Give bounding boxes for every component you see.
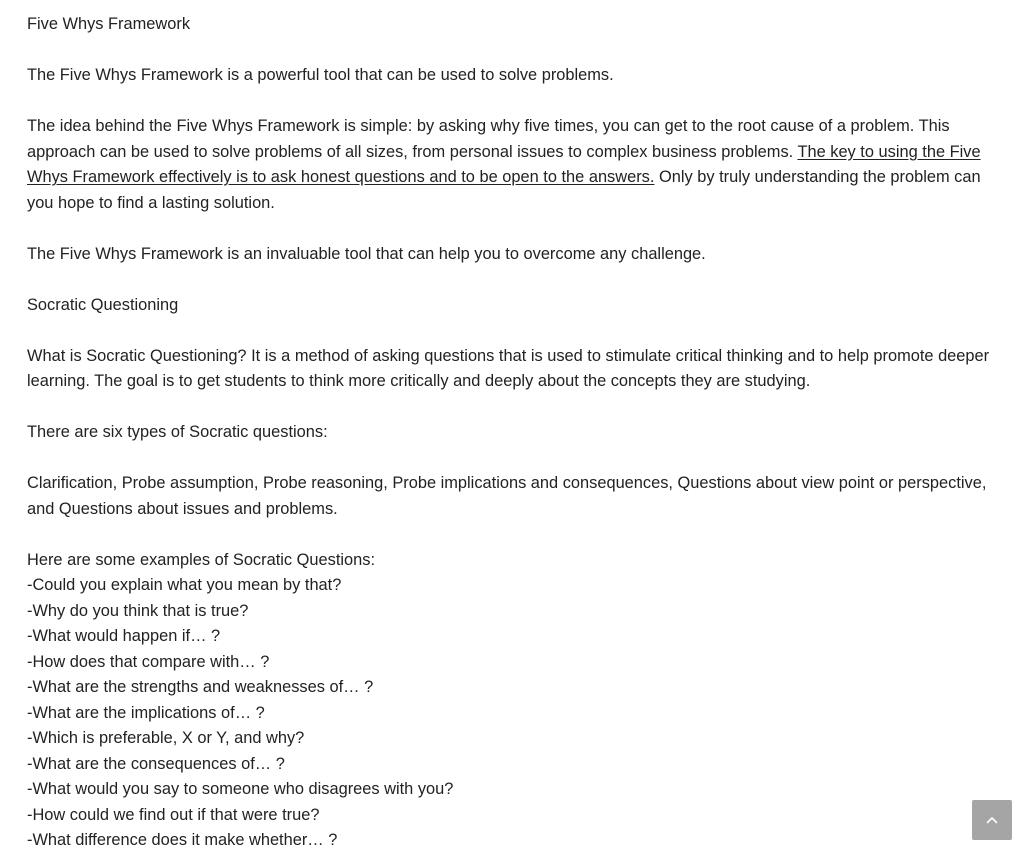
list-item: -What are the strengths and weaknesses of… ? [27,678,374,696]
five-whys-conclusion: The Five Whys Framework is an invaluable tool that can help you to overcome any challenge. [27,244,706,263]
socratic-intro: What is Socratic Questioning? It is a method of asking questions that is used to stimulate critical thinking and to help promote deeper learning. The goal is to get students to think more critically and deeply about the concepts they are studying. [27,346,990,390]
list-item: -What are the implications of… ? [27,703,265,722]
five-whys-key-link[interactable]: The key to using the Five Whys Framework effectively is to ask honest questions and to be open to the answers. [27,142,981,186]
list-item: -What would you say to someone who disagrees with you? [27,780,454,798]
chevron-up-icon [986,816,998,824]
list-item: -Which is preferable, X or Y, and why? [27,729,305,747]
five-whys-body [27,114,992,216]
examples-heading: Here are some examples of Socratic Questions: [27,550,375,569]
five-whys-intro: The Five Whys Framework is a powerful tool that can be used to solve problems. [27,66,614,84]
list-item: -Could you explain what you mean by that? [27,576,342,594]
socratic-examples [27,548,992,854]
list-item: -What would happen if… ? [27,627,221,645]
list-item: -What difference does it make whether… ? [27,831,338,849]
article-content [27,12,992,854]
five-whys-heading: Five Whys Framework [27,15,191,33]
socratic-heading: Socratic Questioning [27,295,179,314]
list-item: -How could we find out if that were true? [27,805,320,824]
list-item: -Why do you think that is true? [27,601,249,620]
five-whys-body-text-start: The idea behind the Five Whys Framework is simple: by asking why five times, you can get to the root cause of a problem. This approach can be used to solve problems of all sizes, from personal issues to complex business problems. [27,117,950,161]
list-item: -How does that compare with… ? [27,652,270,671]
five-whys-body-text-end: Only by truly understanding the problem can you hope to find a lasting solution. [27,168,981,212]
list-item: -What are the consequences of… ? [27,754,285,773]
scroll-to-top-button[interactable] [972,800,1012,840]
socratic-types-intro: There are six types of Socratic questions: [27,423,328,441]
socratic-types-list: Clarification, Probe assumption, Probe reasoning, Probe implications and consequences, Questions about view point or perspective, and Questions about issues and problems. [27,474,987,518]
